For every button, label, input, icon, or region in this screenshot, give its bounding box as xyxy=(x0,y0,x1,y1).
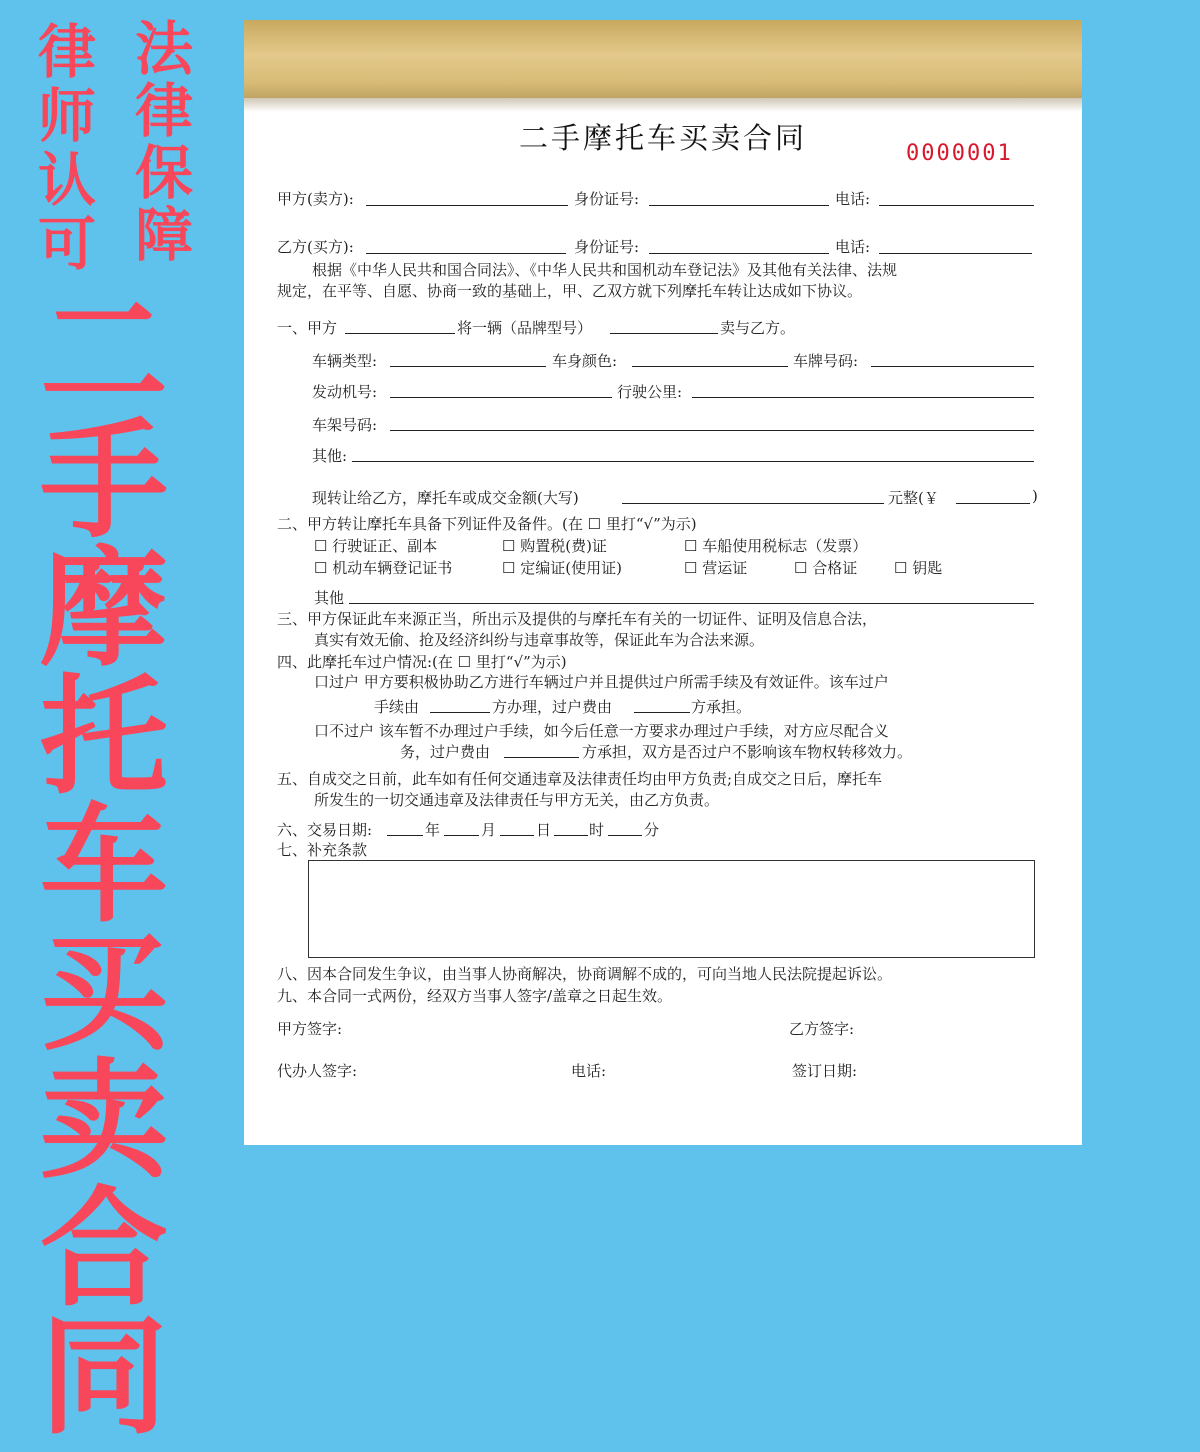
section-4-text: 四、此摩托车过户情况:(在 ☐ 里打“√”为示) xyxy=(277,653,567,671)
engine-number-field[interactable] xyxy=(390,397,612,398)
checkbox-keys[interactable]: ☐ 钥匙 xyxy=(894,559,943,577)
banner-char: 摩 xyxy=(40,535,169,684)
banner-char: 卖 xyxy=(40,1047,169,1196)
banner-char: 认 xyxy=(38,146,97,214)
paper-binding-strip xyxy=(244,20,1082,98)
checkbox-operation-cert[interactable]: ☐ 营运证 xyxy=(684,559,748,577)
banner-char: 合 xyxy=(40,1175,169,1324)
serial-number: 0000001 xyxy=(906,141,1013,166)
transfer-handled-by-label: 手续由 xyxy=(374,698,420,716)
banner-char: 同 xyxy=(40,1303,169,1452)
transfer-handler-field[interactable] xyxy=(430,712,490,713)
section-7-label: 七、补充条款 xyxy=(277,841,368,859)
party-b-phone-label: 电话: xyxy=(835,238,871,256)
section-2-text: 二、甲方转让摩托车具备下列证件及备件。(在 ☐ 里打“√”为示) xyxy=(277,515,697,533)
banner-char: 托 xyxy=(40,663,169,812)
minute-label: 分 xyxy=(644,821,660,839)
intro-line-1: 根据《中华人民共和国合同法》、《中华人民共和国机动车登记法》及其他有关法律、法规 xyxy=(312,261,898,279)
contract-paper xyxy=(244,20,1082,1145)
plate-number-field[interactable] xyxy=(871,366,1034,367)
transfer-fee-label: 方办理，过户费由 xyxy=(492,698,613,716)
section-5-line-1: 五、自成交之日前，此车如有任何交通违章及法律责任均由甲方负责;自成交之日后，摩托车 xyxy=(277,770,883,788)
price-number-field[interactable] xyxy=(956,503,1030,504)
price-close-paren: ) xyxy=(1032,487,1038,505)
banner-char: 车 xyxy=(40,791,169,940)
section-9-text: 九、本合同一式两份，经双方当事人签字/盖章之日起生效。 xyxy=(277,987,673,1005)
trade-year-field[interactable] xyxy=(387,835,423,836)
price-label: 现转让给乙方，摩托车或成交金额(大写) xyxy=(312,489,579,507)
frame-number-field[interactable] xyxy=(390,430,1034,431)
section-3-line-1: 三、甲方保证此车来源正当，所出示及提供的与摩托车有关的一切证件、证明及信息合法， xyxy=(277,610,878,628)
trade-hour-field[interactable] xyxy=(554,835,588,836)
mileage-label: 行驶公里: xyxy=(617,383,683,401)
checkbox-conformity-cert[interactable]: ☐ 合格证 xyxy=(794,559,858,577)
section-1-sell-text: 卖与乙方。 xyxy=(720,319,796,337)
section-1-model-field[interactable] xyxy=(610,333,718,334)
no-transfer-option-line-1: 口不过户 该车暂不办理过户手续，如今后任意一方要求办理过户手续，对方应尽配合义 xyxy=(314,722,889,740)
party-a-phone-field[interactable] xyxy=(879,205,1034,206)
section-1-party-field[interactable] xyxy=(345,333,455,334)
party-b-label: 乙方(买方): xyxy=(277,238,354,256)
banner-lawyer-approved xyxy=(38,20,96,276)
frame-number-label: 车架号码: xyxy=(312,416,378,434)
section-1-model-label: 将一辆（品牌型号） xyxy=(457,319,593,337)
party-a-signature-label: 甲方签字: xyxy=(277,1020,343,1038)
month-label: 月 xyxy=(481,821,497,839)
party-b-phone-field[interactable] xyxy=(879,253,1032,254)
banner-contract-title xyxy=(40,279,169,1452)
other-field[interactable] xyxy=(352,461,1034,462)
vehicle-type-field[interactable] xyxy=(390,366,546,367)
party-a-id-label: 身份证号: xyxy=(574,190,640,208)
checkbox-vehicle-tax[interactable]: ☐ 车船使用税标志（发票） xyxy=(684,537,868,555)
trade-day-field[interactable] xyxy=(500,835,534,836)
checkbox-registration-cert[interactable]: ☐ 机动车辆登记证书 xyxy=(314,559,453,577)
supplementary-terms-box[interactable] xyxy=(308,860,1035,958)
section-5-line-2: 所发生的一切交通违章及法律责任与甲方无关，由乙方负责。 xyxy=(314,791,720,809)
section-3-line-2: 真实有效无偷、抢及经济纠纷与违章事故等，保证此车为合法来源。 xyxy=(314,631,765,649)
banner-char: 二 xyxy=(40,279,169,428)
trade-date-label: 六、交易日期: xyxy=(277,821,373,839)
contract-title: 二手摩托车买卖合同 xyxy=(518,121,807,155)
checkbox-purchase-tax[interactable]: ☐ 购置税(费)证 xyxy=(502,537,607,555)
banner-legal-guarantee xyxy=(135,15,194,269)
no-transfer-line-2: 方承担，双方是否过户不影响该车物权转移效力。 xyxy=(582,743,913,761)
party-b-id-field[interactable] xyxy=(649,253,829,254)
trade-minute-field[interactable] xyxy=(608,835,642,836)
transfer-fee-suffix: 方承担。 xyxy=(691,698,752,716)
banner-char: 法 xyxy=(135,15,194,83)
no-transfer-fee-label: 务，过户费由 xyxy=(400,743,491,761)
banner-char: 律 xyxy=(38,18,97,86)
party-b-id-label: 身份证号: xyxy=(574,238,640,256)
section-8-text: 八、因本合同发生争议，由当事人协商解决，协商调解不成的，可向当地人民法院提起诉讼。 xyxy=(277,965,893,983)
section-2-other-label: 其他 xyxy=(314,589,345,607)
sign-date-label: 签订日期: xyxy=(792,1062,858,1080)
no-transfer-fee-payer-field[interactable] xyxy=(504,757,579,758)
binding-shadow xyxy=(244,98,1082,112)
trade-month-field[interactable] xyxy=(444,835,479,836)
party-a-label: 甲方(卖方): xyxy=(277,190,354,208)
year-label: 年 xyxy=(425,821,441,839)
agent-phone-label: 电话: xyxy=(571,1062,607,1080)
transfer-fee-payer-field[interactable] xyxy=(634,712,690,713)
vehicle-type-label: 车辆类型: xyxy=(312,352,378,370)
banner-char: 障 xyxy=(135,201,194,269)
mileage-field[interactable] xyxy=(692,397,1034,398)
banner-char: 师 xyxy=(38,82,97,150)
day-label: 日 xyxy=(536,821,552,839)
party-b-name-field[interactable] xyxy=(366,253,566,254)
other-label: 其他: xyxy=(312,447,348,465)
party-a-id-field[interactable] xyxy=(649,205,829,206)
checkbox-driving-license[interactable]: ☐ 行驶证正、副本 xyxy=(314,537,438,555)
party-a-phone-label: 电话: xyxy=(835,190,871,208)
section-2-other-field[interactable] xyxy=(349,603,1034,604)
body-color-field[interactable] xyxy=(632,366,788,367)
party-a-name-field[interactable] xyxy=(366,205,568,206)
price-uppercase-field[interactable] xyxy=(622,503,884,504)
agent-signature-label: 代办人签字: xyxy=(277,1062,358,1080)
body-color-label: 车身颜色: xyxy=(552,352,618,370)
banner-char: 可 xyxy=(38,210,97,278)
hour-label: 时 xyxy=(589,821,605,839)
banner-char: 律 xyxy=(135,77,194,145)
price-yuan-label: 元整(￥ xyxy=(888,489,939,507)
party-b-signature-label: 乙方签字: xyxy=(789,1020,855,1038)
engine-number-label: 发动机号: xyxy=(312,383,378,401)
banner-char: 手 xyxy=(40,407,169,556)
plate-number-label: 车牌号码: xyxy=(793,352,859,370)
section-1-label: 一、甲方 xyxy=(277,319,338,337)
transfer-option-line-1: 口过户 甲方要积极协助乙方进行车辆过户并且提供过户所需手续及有效证件。该车过户 xyxy=(314,673,889,691)
banner-char: 买 xyxy=(40,919,169,1068)
banner-char: 保 xyxy=(135,139,194,207)
intro-line-2: 规定，在平等、自愿、协商一致的基础上，甲、乙双方就下列摩托车转让达成如下协议。 xyxy=(277,282,863,300)
checkbox-capacity-cert[interactable]: ☐ 定编证(使用证) xyxy=(502,559,622,577)
